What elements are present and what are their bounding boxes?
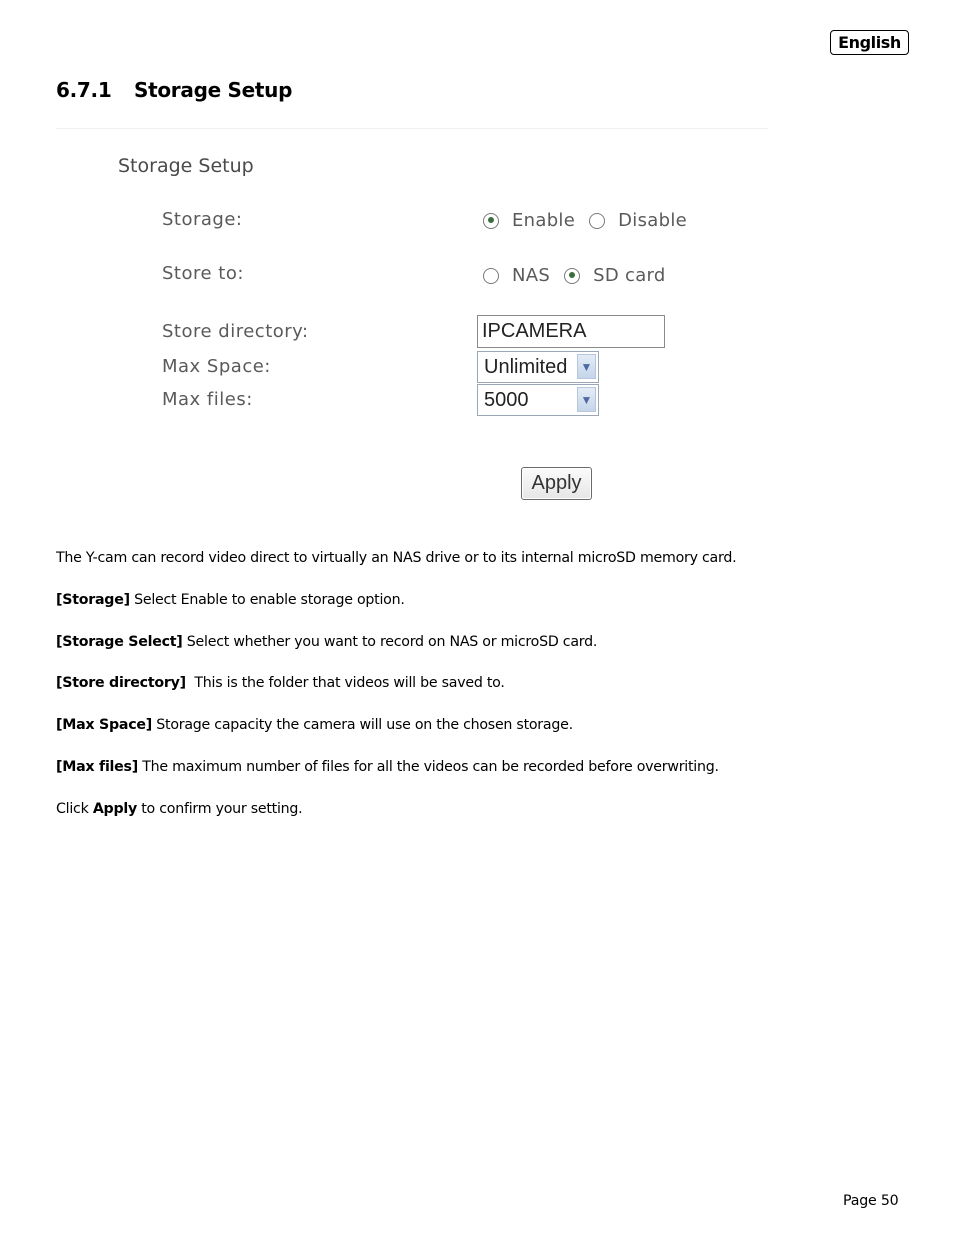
apply-button[interactable]: Apply: [521, 467, 592, 500]
storage-radio-group: [483, 210, 701, 231]
intro-paragraph: The Y-cam can record video direct to virtually an NAS drive or to its internal microSD memory card.: [56, 550, 737, 566]
storage-label: Storage:: [162, 209, 243, 230]
closing-prefix: Click: [56, 801, 93, 817]
desc-text: The maximum number of files for all the videos can be recorded before overwriting.: [137, 759, 719, 775]
store-directory-label: Store directory:: [162, 321, 309, 342]
desc-max-space: [56, 717, 573, 733]
desc-term: [Storage Select]: [56, 634, 183, 650]
closing-bold: Apply: [92, 801, 137, 817]
section-heading: [56, 78, 292, 102]
chevron-down-icon[interactable]: ▼: [577, 354, 596, 379]
storage-disable-label[interactable]: Disable: [618, 210, 687, 231]
max-files-value: 5000: [484, 389, 529, 411]
store-to-nas-radio[interactable]: [483, 268, 499, 284]
storage-disable-radio[interactable]: [589, 213, 605, 229]
max-files-select[interactable]: [477, 384, 599, 416]
language-badge: English: [830, 30, 909, 55]
desc-text: Storage capacity the camera will use on the chosen storage.: [151, 717, 573, 733]
max-space-select[interactable]: [477, 351, 599, 383]
max-space-label: Max Space:: [162, 356, 271, 377]
desc-storage-select: [56, 634, 597, 650]
desc-storage: [56, 592, 405, 608]
store-to-sdcard-radio[interactable]: [564, 268, 580, 284]
desc-text: Select whether you want to record on NAS or microSD card.: [182, 634, 598, 650]
store-to-sdcard-label[interactable]: SD card: [593, 265, 666, 286]
desc-term: [Storage]: [56, 592, 130, 608]
max-files-label: Max files:: [162, 389, 253, 410]
store-to-label: Store to:: [162, 263, 244, 284]
store-directory-input[interactable]: [477, 315, 665, 348]
storage-enable-radio[interactable]: [483, 213, 499, 229]
desc-store-directory: [56, 675, 505, 691]
panel-title: Storage Setup: [118, 155, 254, 177]
desc-term: [Max Space]: [56, 717, 152, 733]
section-title: Storage Setup: [134, 78, 293, 102]
store-to-nas-label[interactable]: NAS: [512, 265, 551, 286]
store-to-radio-group: [483, 265, 680, 286]
desc-term: [Max files]: [56, 759, 138, 775]
desc-text: Select Enable to enable storage option.: [129, 592, 405, 608]
max-space-value: Unlimited: [484, 356, 568, 378]
closing-suffix: to confirm your setting.: [136, 801, 303, 817]
desc-max-files: [56, 759, 719, 775]
chevron-down-icon[interactable]: ▼: [577, 387, 596, 412]
page-number: Page 50: [843, 1193, 899, 1209]
desc-term: [Store directory]: [56, 675, 186, 691]
desc-text: This is the folder that videos will be saved to.: [185, 675, 505, 691]
closing-paragraph: [56, 801, 302, 817]
storage-enable-label[interactable]: Enable: [512, 210, 576, 231]
section-number: 6.7.1: [56, 78, 112, 102]
storage-setup-panel: [56, 128, 768, 514]
